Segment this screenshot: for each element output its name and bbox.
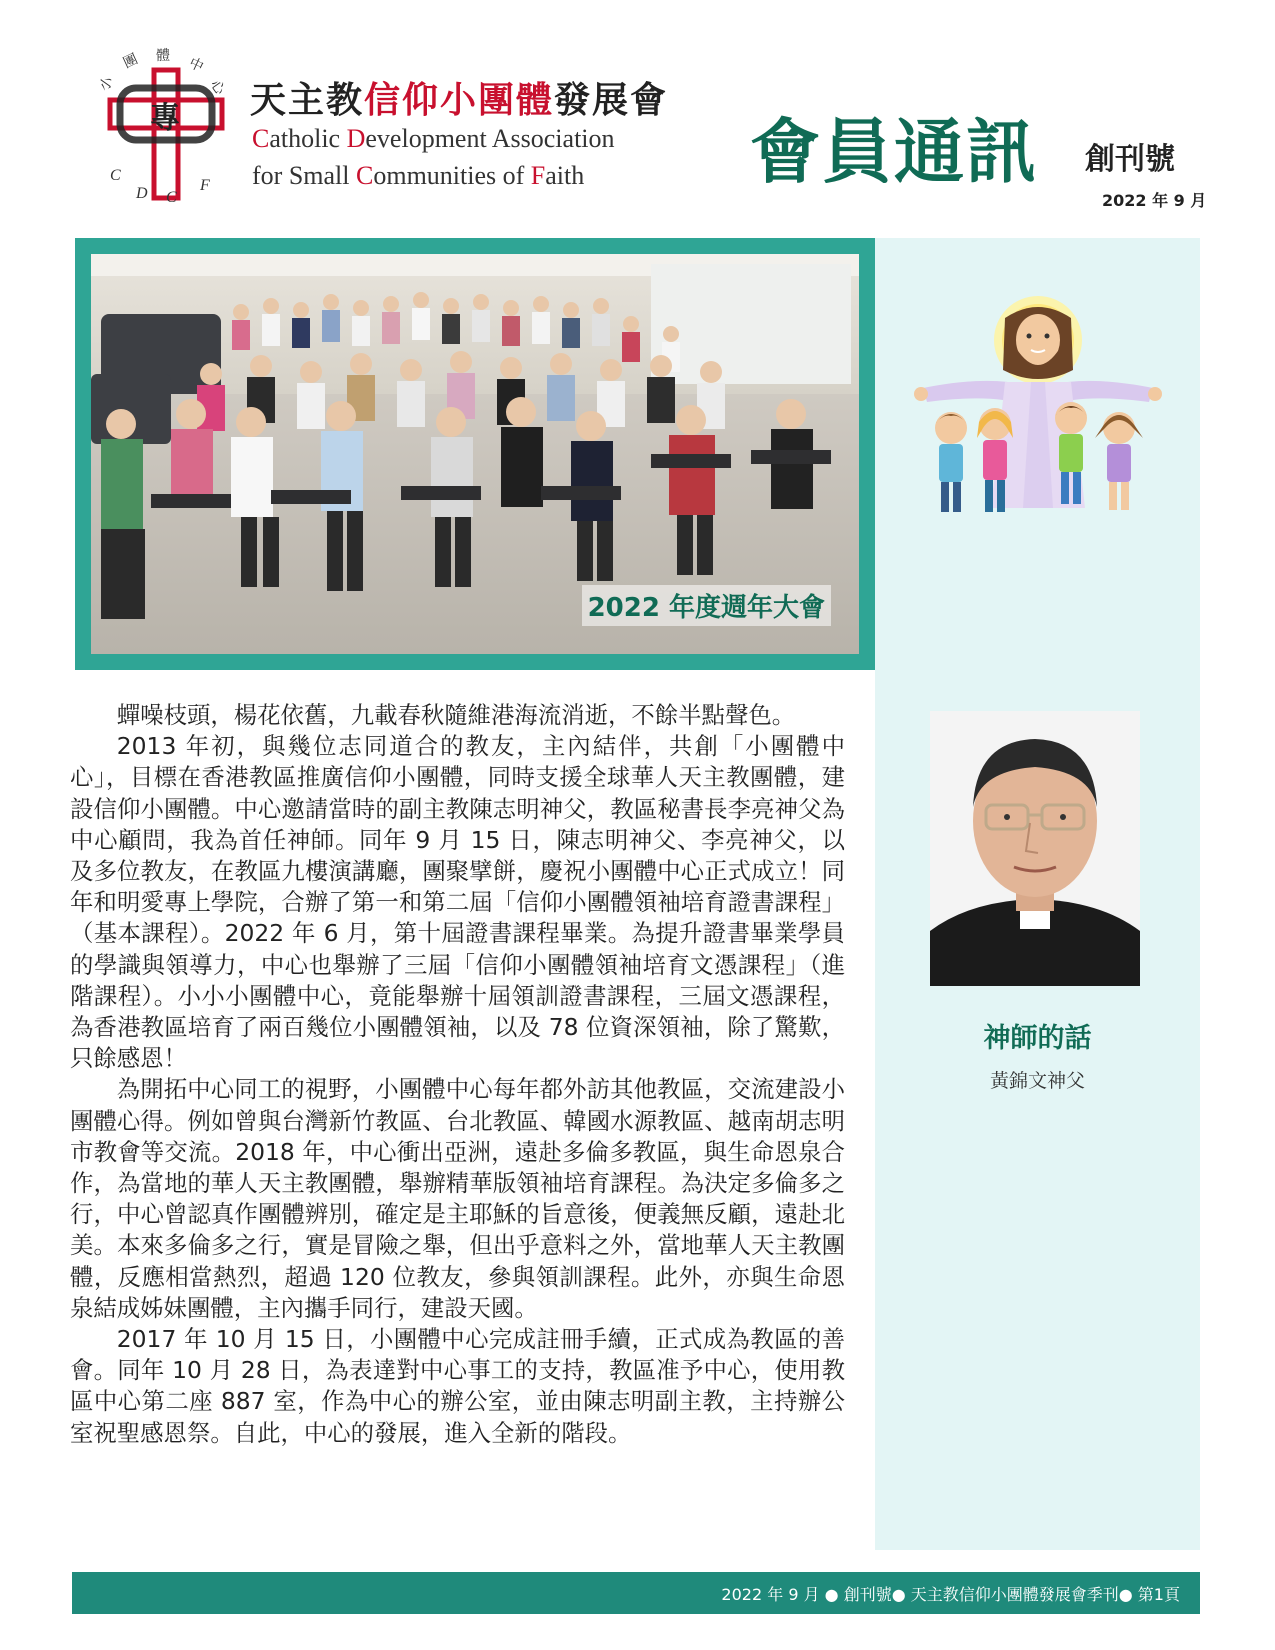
org-name-en-line1: Catholic Development Association <box>252 124 615 153</box>
issue-date: 2022 年 9 月 <box>1102 191 1207 210</box>
svg-text:專: 專 <box>150 101 180 136</box>
svg-text:C: C <box>110 167 121 184</box>
cdcf-logo <box>96 48 240 210</box>
svg-text:團: 團 <box>120 51 141 72</box>
priest-portrait <box>930 711 1140 986</box>
svg-text:D: D <box>136 185 148 202</box>
footer-text: 2022 年 9 月 ● 創刊號● 天主教信仰小團體發展會季刊● 第1頁 <box>721 1585 1180 1604</box>
article-paragraph: 蟬噪枝頭，楊花依舊，九載春秋隨維港海流消逝，不餘半點聲色。 <box>116 701 796 729</box>
article-paragraph: 2017 年 10 月 15 日，小團體中心完成註冊手續，正式成為教區的善會。同年 10 月 28 日，為表達對中心事工的支持，教區准予中心，使用教區中心第二座 887 室，作為中心的辦公室，並由陳志明副主教，主持辦公室祝聖感恩祭。自此，中心的發展，進入全新的階段。 <box>70 1325 845 1447</box>
svg-text:體: 體 <box>156 48 170 64</box>
org-name-zh: 天主教信仰小團體發展會 <box>250 79 669 121</box>
group-photo <box>91 254 859 654</box>
article-body <box>70 700 845 1449</box>
photo-caption: 2022 年度週年大會 <box>582 585 831 626</box>
cross-seal-logo-icon <box>96 47 228 206</box>
svg-text:中: 中 <box>186 55 206 76</box>
sidebar-title: 神師的話 <box>983 1023 1092 1054</box>
footer-bar <box>72 1572 1200 1614</box>
sidebar <box>875 238 1200 1550</box>
svg-text:小: 小 <box>96 73 118 95</box>
sidebar-author: 黃錦文神父 <box>989 1070 1085 1092</box>
svg-text:F: F <box>200 177 210 194</box>
org-name-en-line2: for Small Communities of Faith <box>252 161 585 190</box>
priest-portrait-icon <box>930 711 1140 986</box>
article-paragraph: 為開拓中心同工的視野，小團體中心每年都外訪其他教區，交流建設小團體心得。例如曾與台灣新竹教區、台北教區、韓國水源教區、越南胡志明市教會等交流。2018 年，中心衝出亞洲，遠赴多倫多教區，與生命恩泉合作，為當地的華人天主教團體，舉辦精華版領袖培育課程。為決定多倫多之行，中心曾認真作團體辨別，確定是主耶穌的旨意後，便義無反顧，遠赴北美。本來多倫多之行，實是冒險之舉，但出乎意料之外，當地華人天主教團體，反應相當熱烈，超過 120 位教友，參與領訓課程。此外，亦與生命恩泉結成姊妹團體，主內攜手同行，建設天國。 <box>70 1075 845 1322</box>
masthead-title: 會員通訊 <box>750 111 1038 193</box>
article-paragraph: 2013 年初，與幾位志同道合的教友，主內結伴，共創「小團體中心」，目標在香港教區推廣信仰小團體，同時支援全球華人天主教團體，建設信仰小團體。中心邀請當時的副主教陳志明神父，教區秘書長李亮神父為中心顧問，我為首任神師。同年 9 月 15 日，陳志明神父、李亮神父，以及多位教友，在教區九樓演講廳，團聚擘餅，慶祝小團體中心正式成立！同年和明愛專上學院，合辦了第一和第二屆「信仰小團體領袖培育證書課程」（基本課程）。2022 年 6 月，第十屆證書課程畢業。為提升證書畢業學員的學識與領導力，中心也舉辦了三屆「信仰小團體領袖培育文憑課程」（進階課程）。小小小團體中心，竟能舉辦十屆領訓證書課程，三屆文憑課程，為香港教區培育了兩百幾位小團體領袖，以及 78 位資深領袖，除了驚歎，只餘感恩！ <box>70 732 845 1073</box>
svg-text:C: C <box>166 189 177 206</box>
jesus-with-children-illustration-icon <box>913 278 1163 518</box>
group-photo-frame <box>75 238 875 670</box>
issue-label: 創刊號 <box>1085 142 1175 177</box>
svg-text:心: 心 <box>206 77 228 98</box>
